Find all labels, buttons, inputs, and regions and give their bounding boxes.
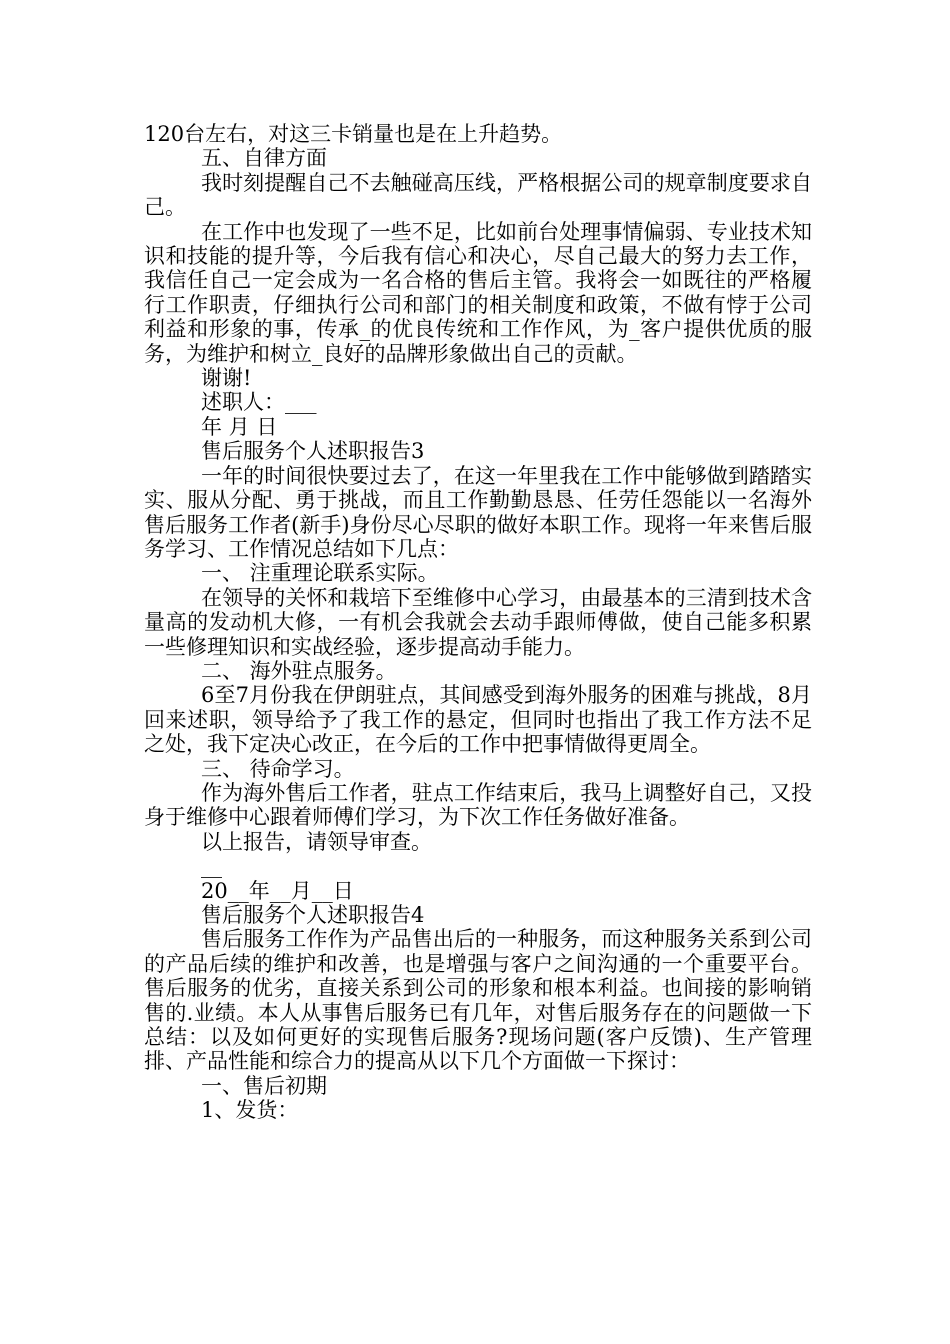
section-heading: 三、 待命学习。 [201,756,355,781]
signature-blank: __ [201,854,222,879]
paragraph: 在领导的关怀和栽培下至维修中心学习，由最基本的三清到技术含量高的发动机大修，一有机会我就会去动手跟师傅做，使自己能多积累一些修理知识和实战经验，逐步提高动手能力。 [144,585,812,659]
section-heading: 二、 海外驻点服务。 [201,658,397,683]
section-heading: 一、售后初期 [201,1073,327,1098]
closing-thanks: 谢谢! [201,366,252,391]
signature-line: 述职人：___ [201,390,317,415]
report-title: 售后服务个人述职报告3 [201,439,425,464]
paragraph: 一年的时间很快要过去了，在这一年里我在工作中能够做到踏踏实实、服从分配、勇于挑战，而且工作勤勤恳恳、任劳任怨能以一名海外售后服务工作者(新手)身份尽心尽职的做好本职工作。现将一年来售后服务学习、工作情况总结如下几点： [144,463,812,561]
section-heading: 五、自律方面 [201,146,327,171]
paragraph: 120台左右，对这三卡销量也是在上升趋势。 [144,122,563,146]
document-page [144,122,812,1123]
date-line: 20__年__月__日 [201,878,354,903]
paragraph: 售后服务工作作为产品售出后的一种服务，而这种服务关系到公司的产品后续的维护和改善，也是增强与客户之间沟通的一个重要平台。售后服务的优劣，直接关系到公司的形象和根本利益。也间接的影响销售的.业绩。本人从事售后服务已有几年，对售后服务存在的问题做一下总结：以及如何更好的实现售后服务?现场问题(客户反馈)、生产管理排、产品性能和综合力的提高从以下几个方面做一下探讨： [144,927,812,1074]
section-heading: 一、 注重理论联系实际。 [201,561,439,586]
paragraph: 6至7月份我在伊朗驻点，其间感受到海外服务的困难与挑战，8月回来述职，领导给予了我工作的悬定，但同时也指出了我工作方法不足之处，我下定决心改正，在今后的工作中把事情做得更周全。 [144,683,812,757]
paragraph: 在工作中也发现了一些不足，比如前台处理事情偏弱、专业技术知识和技能的提升等，今后我有信心和决心，尽自己最大的努力去工作，我信任自己一定会成为一名合格的售后主管。我将会一如既往的严格履行工作职责，仔细执行公司和部门的相关制度和政策，不做有悖于公司利益和形象的事，传承_的优良传统和工作作风，为_客户提供优质的服务，为维护和树立_良好的品牌形象做出自己的贡献。 [144,219,812,366]
date-line: 年 月 日 [201,414,278,439]
paragraph: 作为海外售后工作者，驻点工作结束后，我马上调整好自己，又投身于维修中心跟着师傅们学习，为下次工作任务做好准备。 [144,780,812,830]
report-title: 售后服务个人述职报告4 [201,903,425,927]
subsection-heading: 1、发货： [201,1098,299,1123]
paragraph: 以上报告，请领导审查。 [201,829,432,854]
paragraph: 我时刻提醒自己不去触碰高压线，严格根据公司的规章制度要求自己。 [144,170,812,220]
